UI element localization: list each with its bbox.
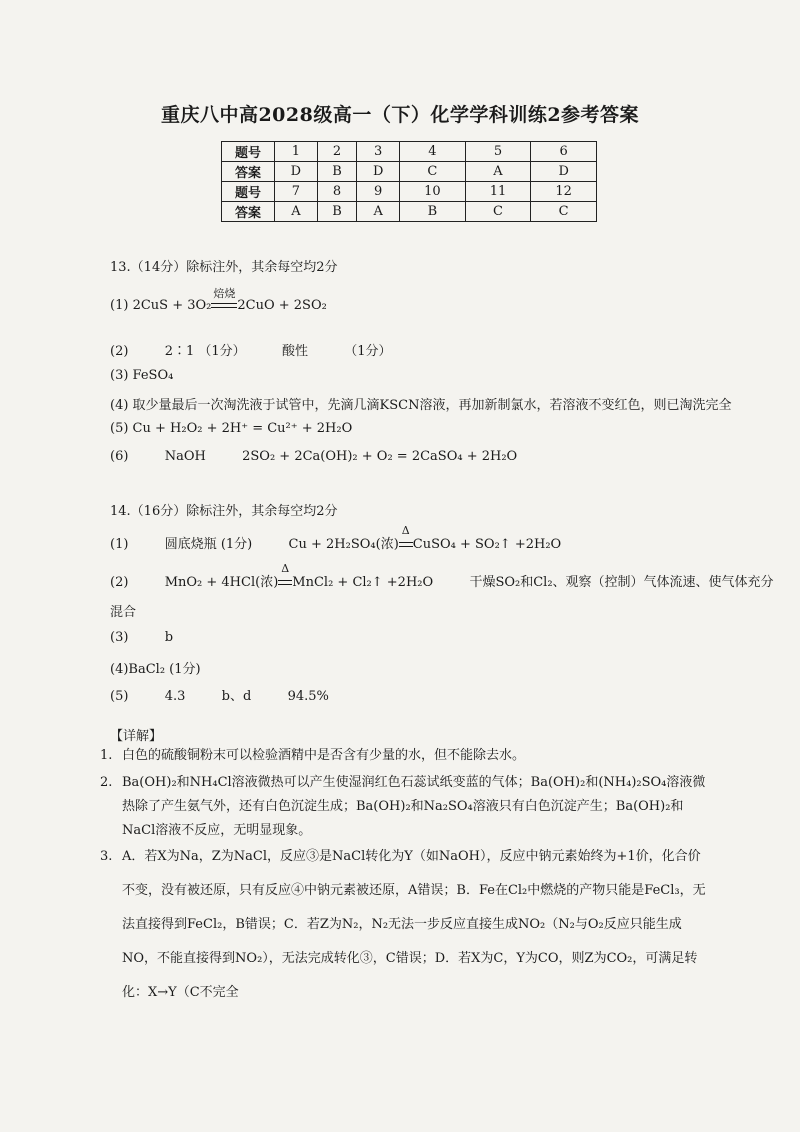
table-cell: 11 xyxy=(465,182,531,202)
table-header-cell: 答案 xyxy=(222,162,275,182)
table-row xyxy=(222,162,597,182)
equation-right: MnCl₂ + Cl₂↑ +2H₂O xyxy=(292,575,434,590)
answer-table xyxy=(221,141,597,222)
equation: 2SO₂ + 2Ca(OH)₂ + O₂ = 2CaSO₄ + 2H₂O xyxy=(242,449,518,464)
equation-left: 2CuS + 3O₂ xyxy=(132,298,212,313)
q13-answer-6 xyxy=(110,449,517,464)
table-cell: B xyxy=(317,162,357,182)
reaction-condition xyxy=(211,287,237,313)
answer-number: (5) xyxy=(110,689,129,704)
table-row xyxy=(222,202,597,222)
table-cell: B xyxy=(400,202,466,222)
q14-header: 14.（16分）除标注外，其余每空均2分 xyxy=(110,504,338,519)
table-cell: 4 xyxy=(400,142,466,162)
equation-left: MnO₂ + 4HCl(浓) xyxy=(164,575,279,590)
table-cell: C xyxy=(465,202,531,222)
table-cell: 9 xyxy=(357,182,400,202)
q13-answer-2 xyxy=(110,340,392,359)
answer-value: 4.3 xyxy=(164,689,186,704)
q13-answer-5: (5) Cu + H₂O₂ + 2H⁺ = Cu²⁺ + 2H₂O xyxy=(110,421,353,436)
table-header-cell: 答案 xyxy=(222,202,275,222)
answer-number: (1) xyxy=(110,298,129,313)
q14-answer-2-continued: 混合 xyxy=(110,605,137,620)
reaction-condition xyxy=(399,524,413,552)
q13-answer-4: (4) 取少量最后一次淘洗液于试管中，先滴几滴KSCN溶液，再加新制氯水，若溶液不变红色，则已淘洗完全 xyxy=(110,398,732,413)
q14-answer-4: (4)BaCl₂ (1分) xyxy=(110,662,201,677)
score-note: （1分） xyxy=(344,344,392,359)
condition-label: Δ xyxy=(281,562,290,575)
detail-item xyxy=(100,744,712,768)
item-number: 1. xyxy=(100,748,113,763)
condition-label: Δ xyxy=(401,524,410,537)
item-text: A．若X为Na，Z为NaCl，反应③是NaCl转化为Y（如NaOH），反应中钠元素始终为+1价，化合价不变，没有被还原，只有反应④中钠元素被还原，A错误；B．Fe在Cl₂中燃烧的产物只能是FeCl₃，无法直接得到FeCl₂，B错误；C．若Z为N₂，N₂无法一步反应直接生成NO₂（N₂与O₂反应只能生成NO，不能直接得到NO₂），无法完成转化③，C错误；D．若X为C，Y为CO，则Z为CO₂，可满足转化：X→Y（C不完全 xyxy=(122,849,706,1000)
page-title: 重庆八中高2028级高一（下）化学学科训练2参考答案 xyxy=(160,104,640,126)
answer-value: b xyxy=(164,630,174,645)
table-cell: 7 xyxy=(275,182,318,202)
table-cell: 3 xyxy=(357,142,400,162)
answer-number: (1) xyxy=(110,537,129,552)
q13-answer-3: (3) FeSO₄ xyxy=(110,368,174,383)
item-text: 白色的硫酸铜粉末可以检验酒精中是否含有少量的水，但不能除去水。 xyxy=(122,748,526,763)
equation-right: 2CuO + 2SO₂ xyxy=(237,298,327,313)
table-cell: 2 xyxy=(317,142,357,162)
q13-header: 13.（14分）除标注外，其余每空均2分 xyxy=(110,260,338,275)
table-cell: D xyxy=(357,162,400,182)
q14-answer-2 xyxy=(110,562,774,590)
table-cell: A xyxy=(357,202,400,222)
condition-label: 焙烧 xyxy=(213,287,236,300)
detail-header: 【详解】 xyxy=(110,729,163,744)
table-cell: 12 xyxy=(531,182,597,202)
q13-answer-1 xyxy=(110,287,327,313)
item-text: Ba(OH)₂和NH₄Cl溶液微热可以产生使湿润红色石蕊试纸变蓝的气体；Ba(OH)₂和(NH₄)₂SO₄溶液微热除了产生氨气外，还有白色沉淀生成；Ba(OH)₂和Na₂SO₄溶液只有白色沉淀产生；Ba(OH)₂和NaCl溶液不反应，无明显现象。 xyxy=(122,775,706,838)
equals-sign xyxy=(278,580,292,585)
table-cell: C xyxy=(400,162,466,182)
table-row xyxy=(222,182,597,202)
reagent-value: NaOH xyxy=(164,449,206,464)
table-cell: D xyxy=(275,162,318,182)
score-note: （1分） xyxy=(198,344,246,359)
table-cell: A xyxy=(465,162,531,182)
q14-answer-1 xyxy=(110,524,562,552)
detail-item xyxy=(100,771,712,843)
answer-number: (6) xyxy=(110,449,129,464)
reaction-condition xyxy=(278,562,292,590)
q14-answer-3 xyxy=(110,630,173,645)
answer-number: (2) xyxy=(110,344,129,359)
equation-right: CuSO₄ + SO₂↑ +2H₂O xyxy=(412,537,562,552)
table-cell: 5 xyxy=(465,142,531,162)
table-row xyxy=(222,142,597,162)
detail-item xyxy=(100,840,712,1010)
table-cell: B xyxy=(317,202,357,222)
table-cell: 8 xyxy=(317,182,357,202)
table-cell: D xyxy=(531,162,597,182)
answer-value: b、d xyxy=(221,689,252,704)
table-header-cell: 题号 xyxy=(222,182,275,202)
item-number: 2. xyxy=(100,775,113,790)
table-cell: A xyxy=(275,202,318,222)
q14-answer-5 xyxy=(110,685,329,704)
equals-sign xyxy=(211,303,237,308)
table-cell: 6 xyxy=(531,142,597,162)
equals-sign xyxy=(399,542,413,547)
ratio-value: 2∶1 xyxy=(164,344,195,359)
table-header-cell: 题号 xyxy=(222,142,275,162)
table-cell: 10 xyxy=(400,182,466,202)
answer-number: (2) xyxy=(110,575,129,590)
table-cell: C xyxy=(531,202,597,222)
answer-number: (3) xyxy=(110,630,129,645)
nature-value: 酸性 xyxy=(281,344,308,359)
answer-value: 94.5% xyxy=(287,689,329,704)
equation-left: Cu + 2H₂SO₄(浓) xyxy=(288,537,399,552)
apparatus-name: 圆底烧瓶 (1分) xyxy=(164,537,253,552)
table-cell: 1 xyxy=(275,142,318,162)
item-number: 3. xyxy=(100,849,113,864)
purpose-text: 干燥SO₂和Cl₂、观察（控制）气体流速、使气体充分 xyxy=(469,575,774,590)
